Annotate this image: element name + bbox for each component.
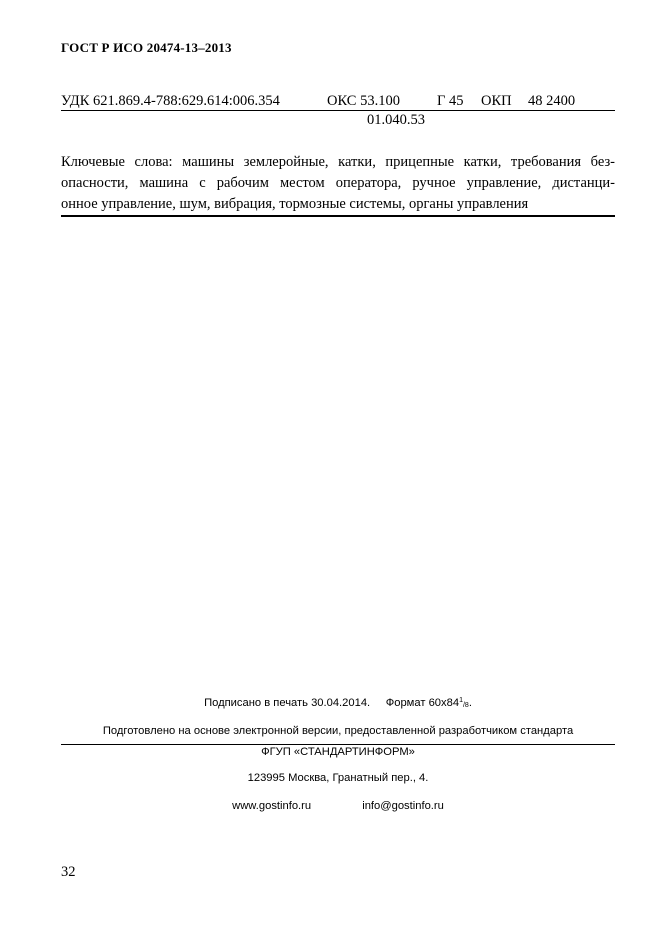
signed-date: Подписано в печать 30.04.2014. [204,697,371,709]
publisher-address: 123995 Москва, Гранатный пер., 4. [247,772,429,784]
codes-divider [61,110,615,111]
codes-row-2 [61,111,621,130]
website-link[interactable]: www.gostinfo.ru [232,800,312,812]
oks-code-secondary: 01.040.53 [367,112,425,128]
keywords-line-2: опасности, машина с рабочим местом оператора, ручное управление, дистанци- [61,175,615,191]
okp-label: ОКП [481,93,512,109]
keywords-divider [61,215,615,217]
classification-codes [61,92,621,130]
standard-id: ГОСТ Р ИСО 20474-13–2013 [61,40,232,55]
codes-row-1 [61,92,621,111]
signed-line [61,697,615,709]
keywords-line-3: онное управление, шум, вибрация, тормозные системы, органы управления [61,196,529,212]
imprint-divider [61,744,615,745]
keywords-block [61,152,615,215]
print-format: Формат $60х84^1/8$. [385,697,472,709]
keywords-line-1: Ключевые слова: машины землеройные, катки, прицепные катки, требования без- [61,154,615,170]
email-link[interactable]: info@gostinfo.ru [362,800,444,812]
g-code: Г 45 [437,93,464,109]
prepared-note: Подготовлено на основе электронной версии, предоставленной разработчиком стандарта [102,725,574,737]
oks-code: ОКС 53.100 [327,93,400,109]
contact-links [61,800,615,812]
publisher-name: ФГУП «СТАНДАРТИНФОРМ» [261,746,415,758]
page-number: 32 [61,864,76,880]
udk-code: УДК 621.869.4-788:629.614:006.354 [61,93,280,109]
okp-value: 48 2400 [528,93,576,109]
